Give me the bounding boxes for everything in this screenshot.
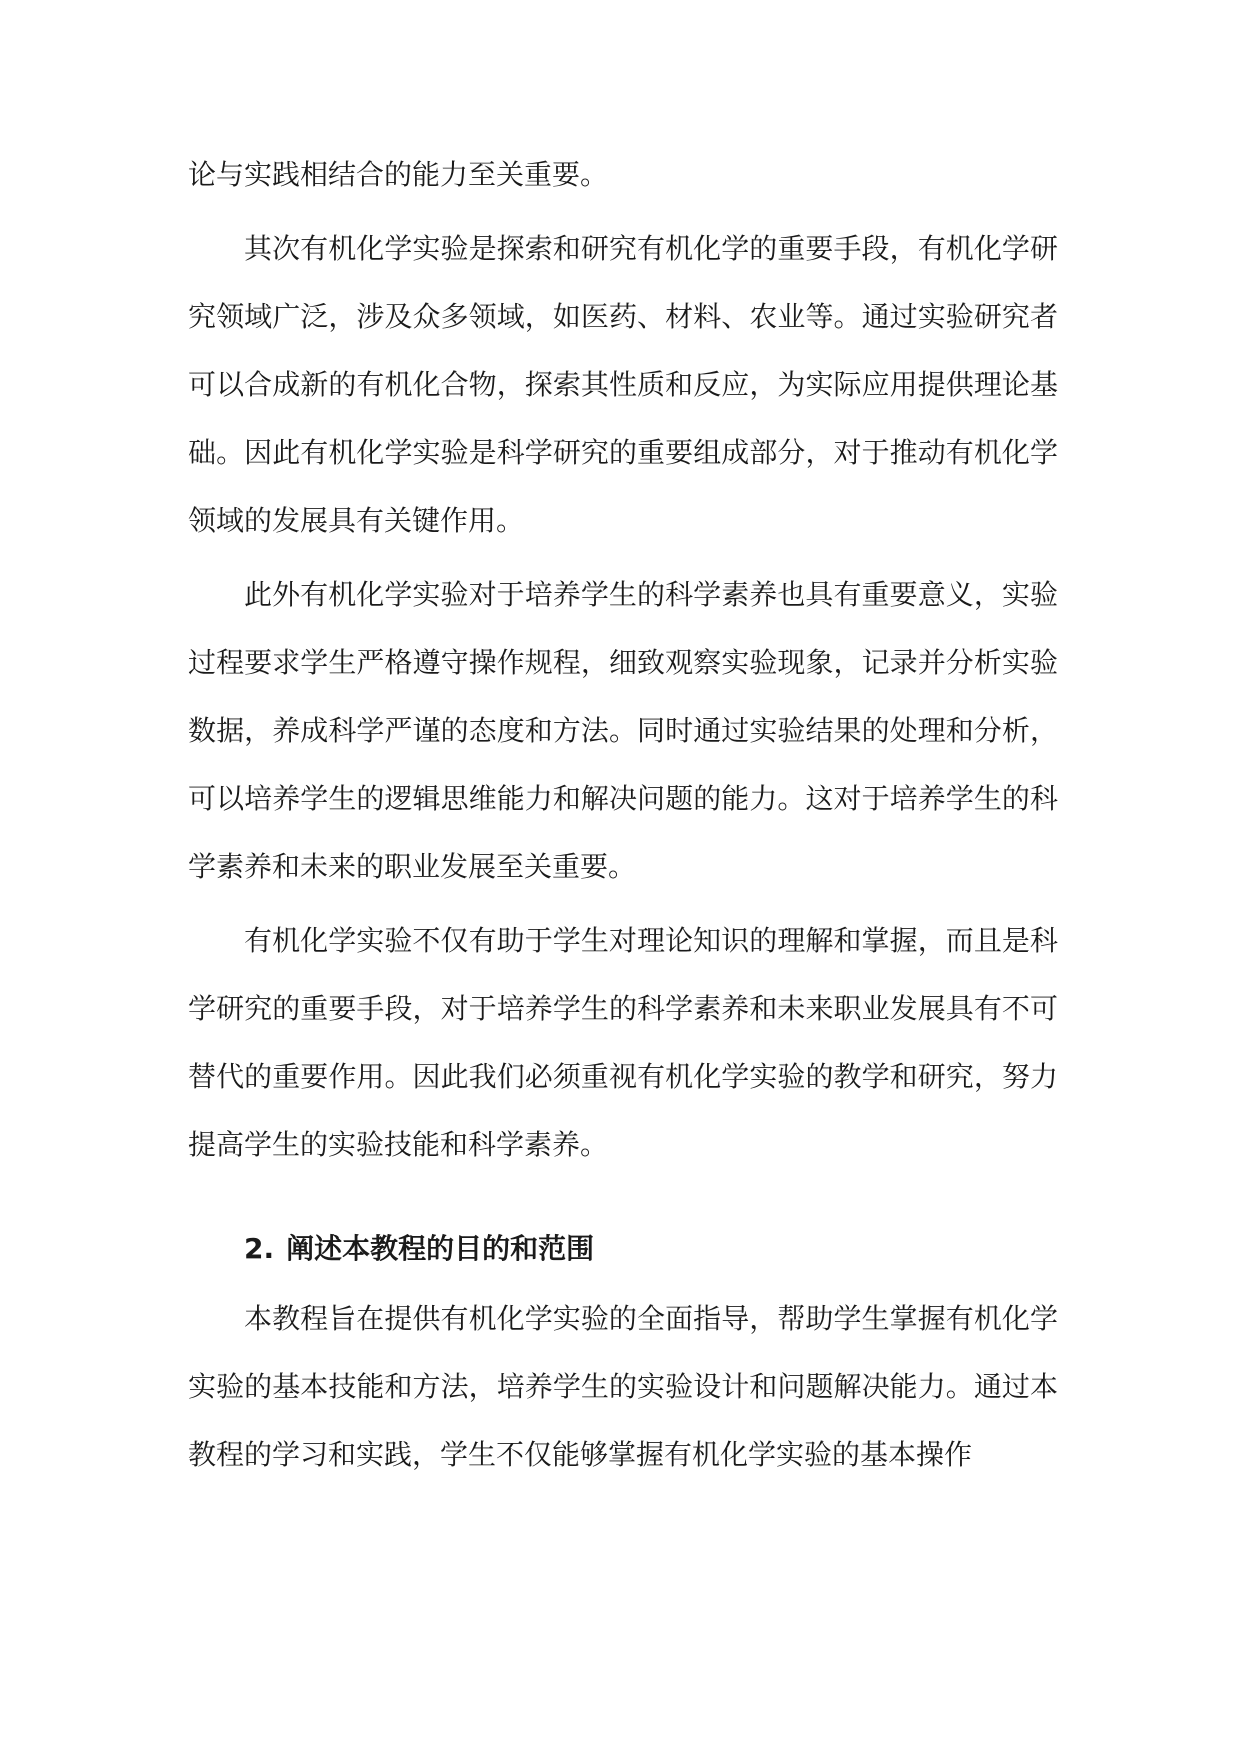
paragraph: 有机化学实验不仅有助于学生对理论知识的理解和掌握，而且是科学研究的重要手段，对于培养学生的科学素养和未来职业发展具有不可替代的重要作用。因此我们必须重视有机化学实验的教学和研究，努力提高学生的实验技能和科学素养。 [188,924,1058,1161]
section-heading [188,1215,1058,1283]
paragraph: 其次有机化学实验是探索和研究有机化学的重要手段，有机化学研究领域广泛，涉及众多领域，如医药、材料、农业等。通过实验研究者可以合成新的有机化合物，探索其性质和反应，为实际应用提供理论基础。因此有机化学实验是科学研究的重要组成部分，对于推动有机化学领域的发展具有关键作用。 [188,232,1058,537]
section-title: 阐述本教程的目的和范围 [286,1232,595,1265]
paragraph-continuation: 论与实践相结合的能力至关重要。 [188,158,609,191]
section-number: 2. [244,1232,275,1265]
paragraph: 此外有机化学实验对于培养学生的科学素养也具有重要意义，实验过程要求学生严格遵守操作规程，细致观察实验现象，记录并分析实验数据，养成科学严谨的态度和方法。同时通过实验结果的处理和分析，可以培养学生的逻辑思维能力和解决问题的能力。这对于培养学生的科学素养和未来的职业发展至关重要。 [188,578,1058,883]
paragraph: 本教程旨在提供有机化学实验的全面指导，帮助学生掌握有机化学实验的基本技能和方法，培养学生的实验设计和问题解决能力。通过本教程的学习和实践，学生不仅能够掌握有机化学实验的基本操作 [188,1302,1058,1471]
document-body [188,141,1058,1489]
